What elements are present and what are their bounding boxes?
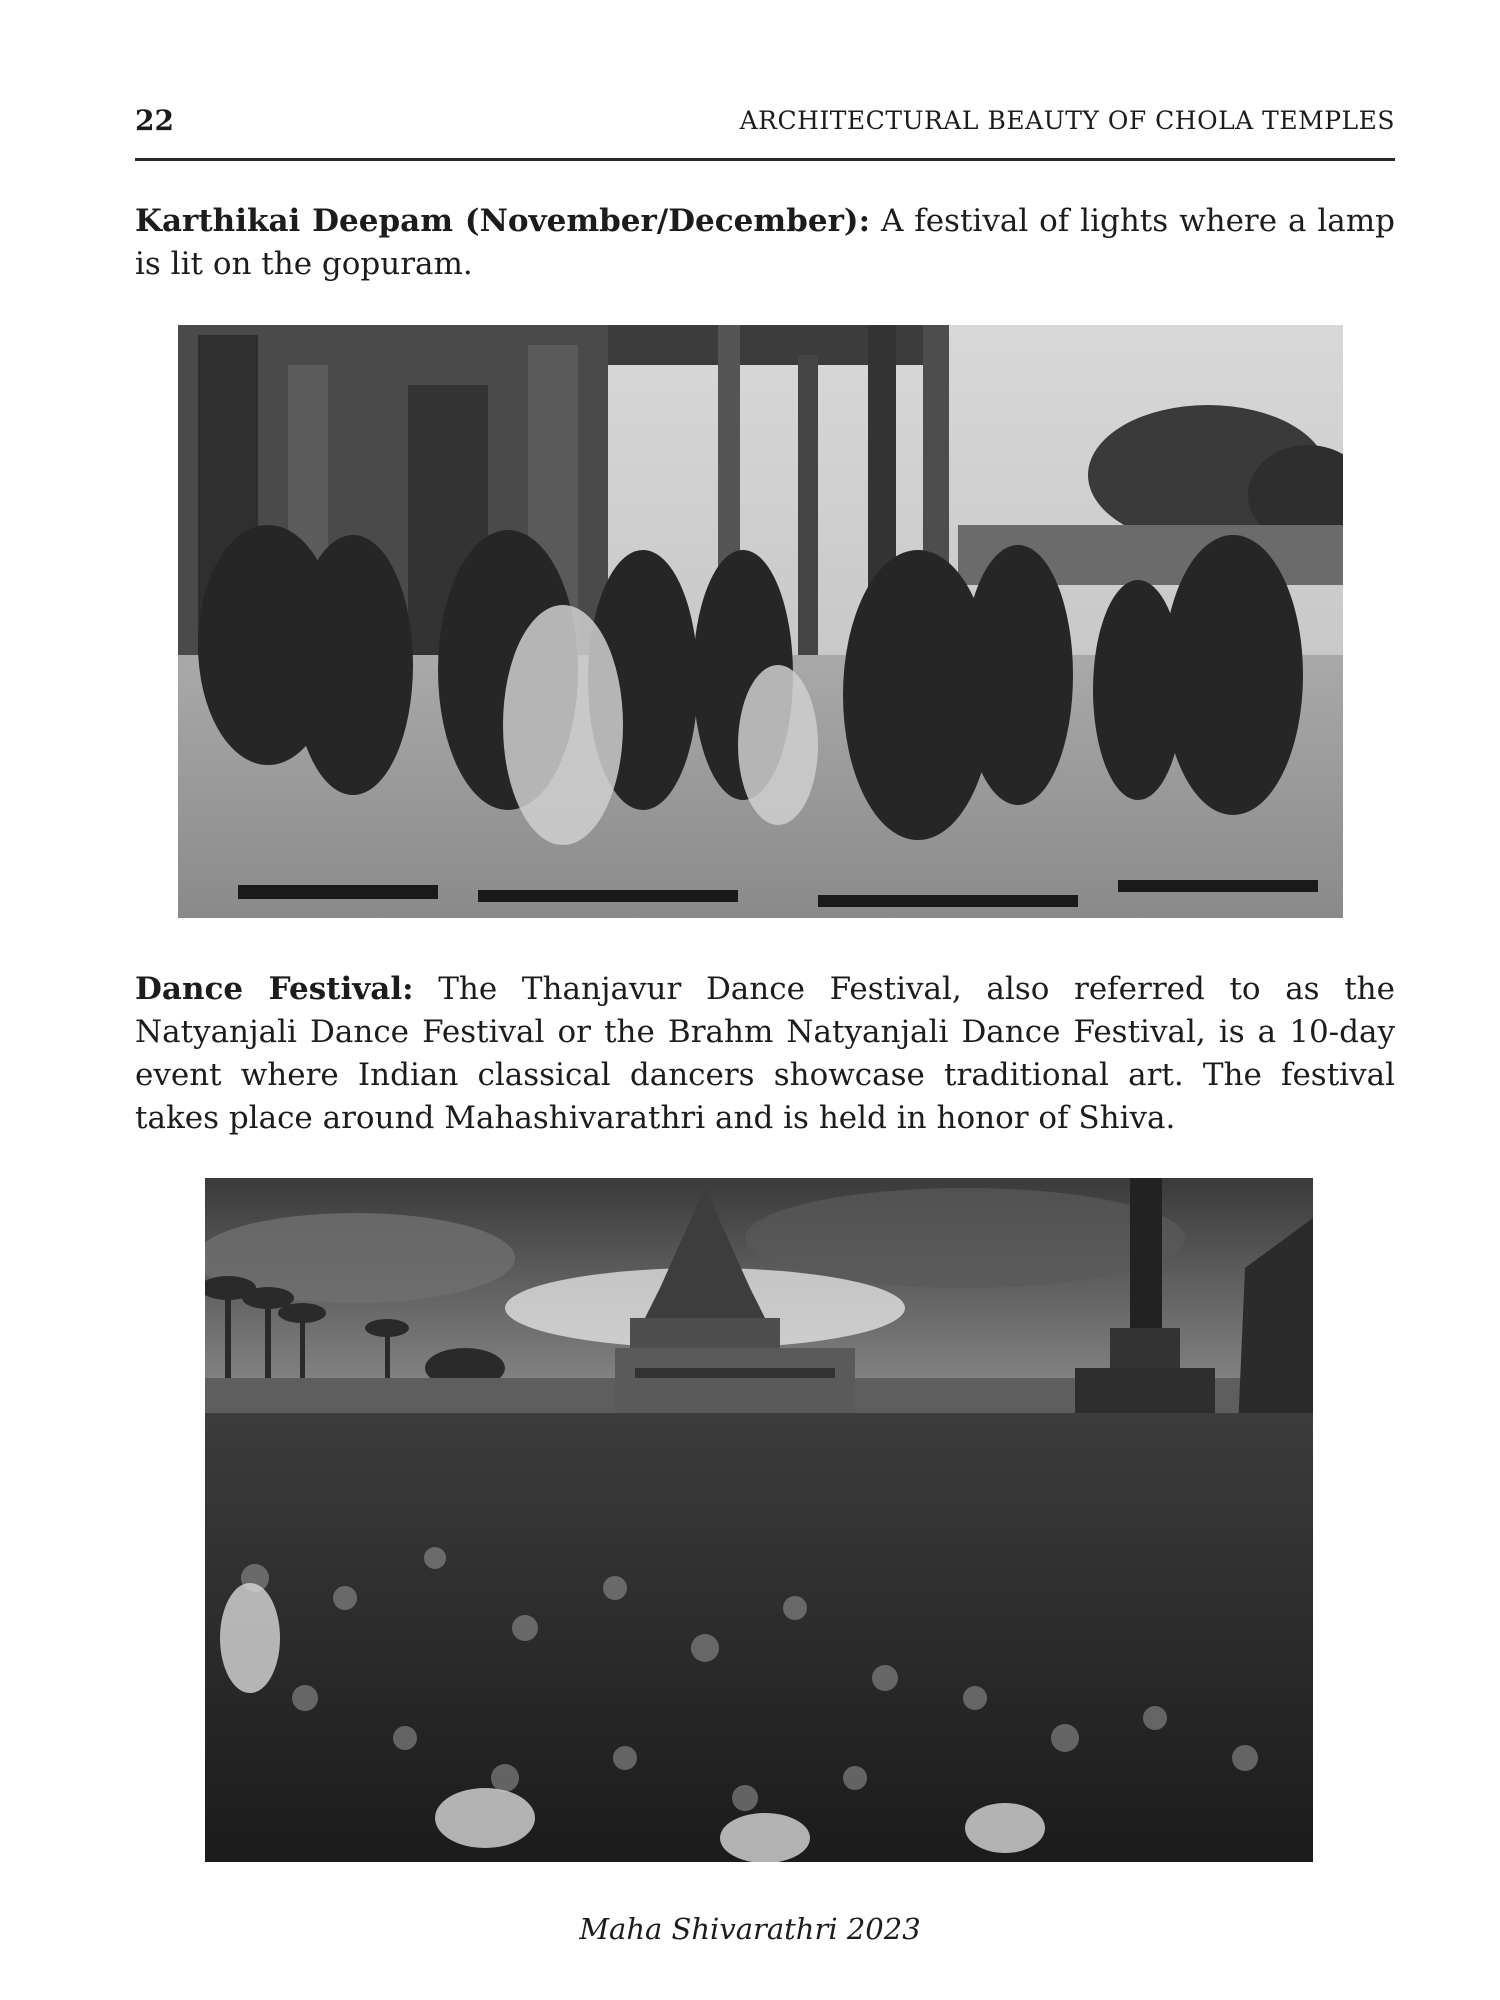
dance-festival-text: The Thanjavur Dance Festival, also referred to as the Natyanjali Dance Festival or the Brahm Natyanjali Dance Festival, is a 10-day event where Indian classical dancers showcase traditional art. The festival takes place around Mahashivarathri and is held in honor of Shiva. xyxy=(135,971,1395,1136)
page-number: 22 xyxy=(135,104,174,137)
header-rule xyxy=(135,158,1395,161)
dance-festival-paragraph xyxy=(135,968,1395,1140)
karthikai-deepam-text: A festival of lights where a lamp is lit on the gopuram. xyxy=(135,203,1395,282)
photo-caption: Maha Shivarathri 2023 xyxy=(579,1912,921,1946)
karthikai-deepam-paragraph xyxy=(135,200,1395,286)
dance-festival-heading: Dance Festival: xyxy=(135,971,414,1007)
dancers-photo xyxy=(178,325,1343,918)
running-head: ARCHITECTURAL BEAUTY OF CHOLA TEMPLES xyxy=(739,106,1395,135)
temple-crowd-photo xyxy=(205,1178,1313,1862)
karthikai-deepam-heading: Karthikai Deepam (November/December): xyxy=(135,203,871,239)
page-header xyxy=(135,96,1395,146)
